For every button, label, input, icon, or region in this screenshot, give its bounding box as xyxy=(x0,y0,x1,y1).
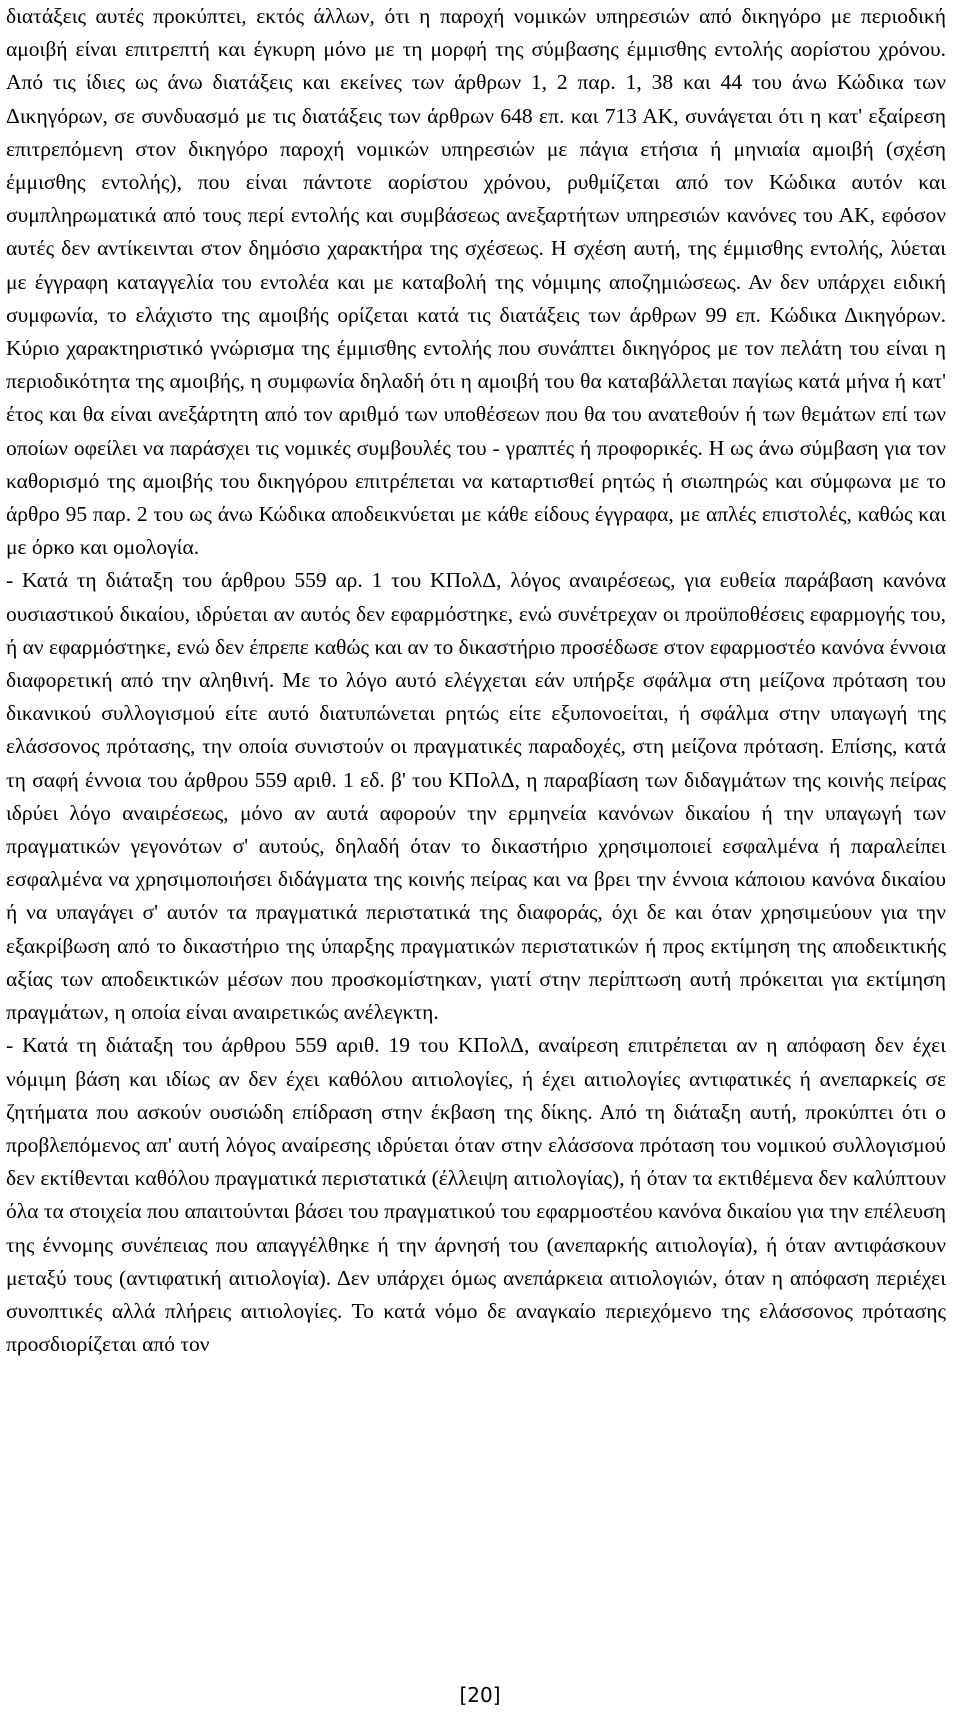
document-page xyxy=(6,0,946,1361)
paragraph-article-559-19: - Κατά τη διάταξη του άρθρου 559 αριθ. 19 του ΚΠολΔ, αναίρεση επιτρέπεται αν η απόφαση δεν έχει νόμιμη βάση και ιδίως αν δεν έχει καθόλου αιτιολογίες, ή έχει αιτιολογίες αντιφατικές ή ανεπαρκείς σε ζητήματα που ασκούν ουσιώδη επίδραση στην έκβαση της δίκης. Από τη διάταξη αυτή, προκύπτει ότι ο προβλεπόμενος απ' αυτή λόγος αναίρεσης ιδρύεται όταν στην ελάσσονα πρόταση του νομικού συλλογισμού δεν εκτίθενται καθόλου πραγματικά περιστατικά (έλλειψη αιτιολογίας), ή όταν τα εκτιθέμενα δεν καλύπτουν όλα τα στοιχεία που απαιτούνται βάσει του πραγματικού του εφαρμοστέου κανόνα δικαίου για την επέλευση της έννομης συνέπειας που απαγγέλθηκε ή την άρνησή του (ανεπαρκής αιτιολογία), ή όταν αντιφάσκουν μεταξύ τους (αντιφατική αιτιολογία). Δεν υπάρχει όμως ανεπάρκεια αιτιολογιών, όταν η απόφαση περιέχει συνοπτικές αλλά πλήρεις αιτιολογίες. Το κατά νόμο δε αναγκαίο περιεχόμενο της ελάσσονος πρότασης προσδιορίζεται από τον xyxy=(6,1033,946,1357)
page-number: [20] xyxy=(459,1683,501,1707)
paragraph-article-559-1: - Κατά τη διάταξη του άρθρου 559 αρ. 1 του ΚΠολΔ, λόγος αναιρέσεως, για ευθεία παράβαση κανόνα ουσιαστικού δικαίου, ιδρύεται αν αυτός δεν εφαρμόστηκε, ενώ συνέτρεχαν οι προϋποθέσεις εφαρμογής του, ή αν εφαρμόστηκε, ενώ δεν έπρεπε καθώς και αν το δικαστήριο προσέδωσε στον εφαρμοστέο κανόνα έννοια διαφορετική από την αληθινή. Με το λόγο αυτό ελέγχεται εάν υπήρξε σφάλμα στη μείζονα πρόταση του δικανικού συλλογισμού είτε αυτό διατυπώνεται ρητώς είτε εξυπονοείται, ή σφάλμα στην υπαγωγή της ελάσσονος πρότασης, την οποία συνιστούν οι πραγματικές παραδοχές, στη μείζονα πρόταση. Επίσης, κατά τη σαφή έννοια του άρθρου 559 αριθ. 1 εδ. β' του ΚΠολΔ, η παραβίαση των διδαγμάτων της κοινής πείρας ιδρύει λόγο αναιρέσεως, μόνο αν αυτά αφορούν την ερμηνεία κανόνων δικαίου ή την υπαγωγή των πραγματικών γεγονότων σ' αυτούς, δηλαδή όταν το δικαστήριο χρησιμοποιεί εσφαλμένα ή παραλείπει εσφαλμένα να χρησιμοποιήσει διδάγματα της κοινής πείρας και να βρει την έννοια κάποιου κανόνα δικαίου ή να υπαγάγει σ' αυτόν τα πραγματικά περιστατικά της διαφοράς, όχι δε και όταν χρησιμεύουν για την εξακρίβωση από το δικαστήριο της ύπαρξης πραγματικών περιστατικών ή προς εκτίμηση της αποδεικτικής αξίας των αποδεικτικών μέσων που προσκομίστηκαν, γιατί στην περίπτωση αυτή πρόκειται για εκτίμηση πραγμάτων, η οποία είναι αναιρετικώς ανέλεγκτη. xyxy=(6,568,946,1025)
paragraph-employment-contract: διατάξεις αυτές προκύπτει, εκτός άλλων, ότι η παροχή νομικών υπηρεσιών από δικηγόρο με περιοδική αμοιβή είναι επιτρεπτή και έγκυρη μόνο με τη μορφή της σύμβασης έμμισθης εντολής αορίστου χρόνου. Από τις ίδιες ως άνω διατάξεις και εκείνες των άρθρων 1, 2 παρ. 1, 38 και 44 του άνω Κώδικα των Δικηγόρων, σε συνδυασμό με τις διατάξεις των άρθρων 648 επ. και 713 ΑΚ, συνάγεται ότι η κατ' εξαίρεση επιτρεπόμενη στον δικηγόρο παροχή νομικών υπηρεσιών με πάγια ετήσια ή μηνιαία αμοιβή (σχέση έμμισθης εντολής), που είναι πάντοτε αορίστου χρόνου, ρυθμίζεται από τον Κώδικα αυτόν και συμπληρωματικά από τους περί εντολής και συμβάσεως ανεξαρτήτων υπηρεσιών κανόνες του ΑΚ, εφόσον αυτές δεν αντίκεινται στον δημόσιο χαρακτήρα της σχέσεως. Η σχέση αυτή, της έμμισθης εντολής, λύεται με έγγραφη καταγγελία του εντολέα και με καταβολή της νόμιμης αποζημιώσεως. Αν δεν υπάρχει ειδική συμφωνία, το ελάχιστο της αμοιβής ορίζεται κατά τις διατάξεις των άρθρων 99 επ. Κώδικα Δικηγόρων. Κύριο χαρακτηριστικό γνώρισμα της έμμισθης εντολής που συνάπτει δικηγόρος με τον πελάτη του είναι η περιοδικότητα της αμοιβής, η συμφωνία δηλαδή ότι η αμοιβή του θα καταβάλλεται παγίως κατά μήνα ή κατ' έτος και θα είναι ανεξάρτητη από τον αριθμό των υποθέσεων που θα του ανατεθούν ή των θεμάτων επί των οποίων οφείλει να παράσχει τις νομικές συμβουλές του - γραπτές ή προφορικές. Η ως άνω σύμβαση για τον καθορισμό της αμοιβής του δικηγόρου επιτρέπεται να καταρτισθεί ρητώς ή σιωπηρώς και σύμφωνα με το άρθρο 95 παρ. 2 του ως άνω Κώδικα αποδεικνύεται με κάθε είδους έγγραφα, με απλές επιστολές, καθώς και με όρκο και ομολογία. xyxy=(6,4,946,560)
